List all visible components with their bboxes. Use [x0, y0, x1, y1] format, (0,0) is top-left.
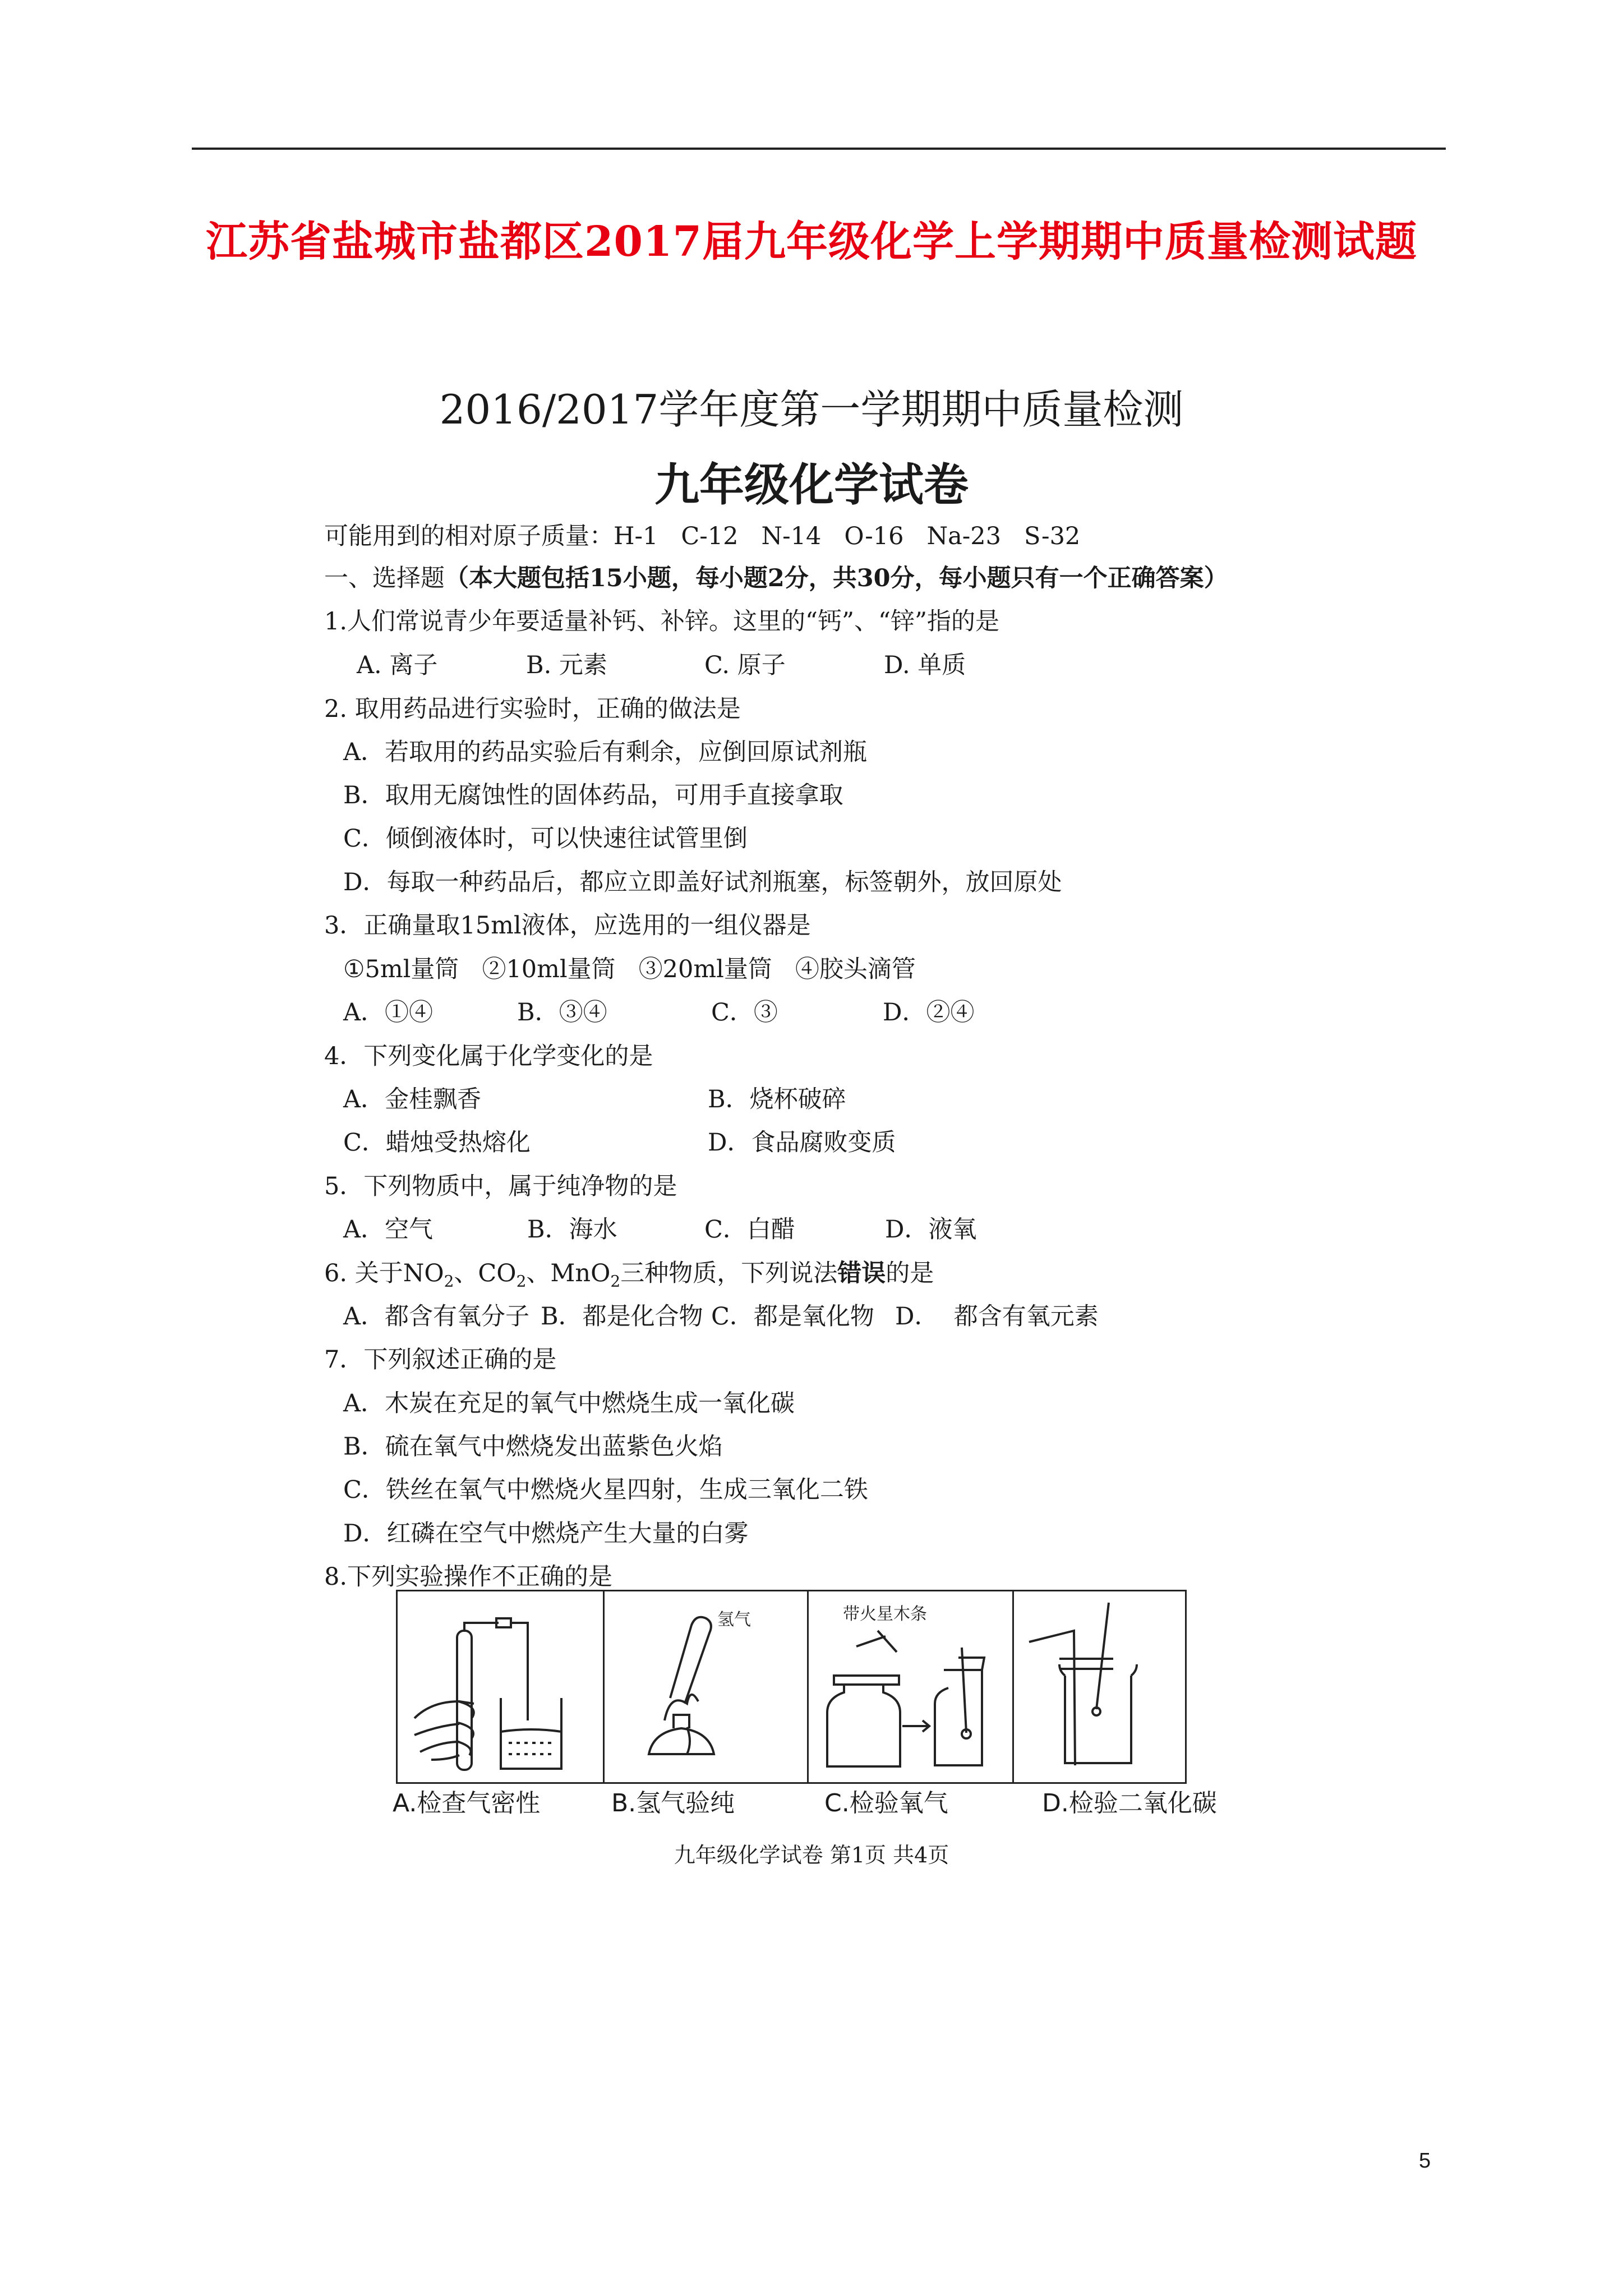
section-heading	[324, 563, 1228, 594]
question-5-option-b: B．海水	[527, 1216, 617, 1244]
question-6-stem-part: 6. 关于NO	[324, 1259, 444, 1287]
figure-caption-c: C.检验氧气	[824, 1789, 948, 1818]
question-1-option-d: D. 单质	[884, 651, 966, 679]
question-4-option-a: A．金桂飘香	[343, 1085, 482, 1114]
question-6-stem-part: 三种物质，下列说法	[620, 1259, 838, 1287]
question-7-option-c: C．铁丝在氧气中燃烧火星四射，生成三氧化二铁	[343, 1476, 868, 1504]
section-label: 一、选择题	[324, 564, 445, 592]
top-rule	[192, 148, 1446, 150]
question-6-stem-part: 、MnO	[526, 1259, 611, 1287]
question-2-option-b: B．取用无腐蚀性的固体药品，可用手直接拿取	[343, 781, 843, 809]
figure-a	[398, 1591, 605, 1782]
question-3-stem: 3．正确量取15ml液体，应选用的一组仪器是	[324, 912, 811, 940]
question-3-option-a: A．①④	[343, 999, 434, 1027]
question-6-option-a: A．都含有氧分子	[343, 1303, 530, 1331]
question-6-stem-part: 、CO	[454, 1259, 517, 1287]
figure-b-label: 氢气	[717, 1610, 751, 1630]
question-7-option-a: A．木炭在充足的氧气中燃烧生成一氧化碳	[343, 1389, 795, 1418]
question-3-option-d: D．②④	[883, 999, 975, 1027]
question-2-option-c: C．倾倒液体时，可以快速往试管里倒	[343, 825, 748, 853]
exam-heading: 2016/2017学年度第一学期期中质量检测	[439, 386, 1184, 433]
question-2-option-a: A．若取用的药品实验后有剩余，应倒回原试剂瓶	[343, 738, 868, 766]
question-3-option-b: B．③④	[517, 999, 607, 1027]
question-5-option-c: C．白醋	[704, 1216, 795, 1244]
question-4-option-c: C．蜡烛受热熔化	[343, 1129, 531, 1157]
figure-caption-b: B.氢气验纯	[611, 1789, 735, 1818]
question-4-option-b: B．烧杯破碎	[708, 1085, 846, 1114]
question-1-stem: 1.人们常说青少年要适量补钙、补锌。这里的“钙”、“锌”指的是	[324, 608, 999, 636]
question-6-option-c: C．都是氧化物	[711, 1303, 874, 1331]
question-4-option-d: D．食品腐败变质	[708, 1129, 896, 1157]
atomic-masses: 可能用到的相对原子质量：H-1 C-12 N-14 O-16 Na-23 S-32	[324, 522, 1081, 550]
question-6-stem-emphasis: 错误	[837, 1259, 886, 1287]
page-footer: 九年级化学试卷 第1页 共4页	[674, 1843, 949, 1867]
question-6-option-d: D． 都含有氧元素	[895, 1303, 1099, 1331]
question-3-option-c: C．③	[711, 999, 778, 1027]
question-6-stem-part: 的是	[886, 1259, 934, 1287]
question-1-option-a: A. 离子	[357, 651, 438, 679]
question-7-stem: 7．下列叙述正确的是	[324, 1346, 557, 1374]
figure-c-label: 带火星木条	[843, 1604, 927, 1624]
question-3-instruments: ①5ml量筒 ②10ml量筒 ③20ml量筒 ④胶头滴管	[343, 955, 916, 983]
figure-caption-d: D.检验二氧化碳	[1042, 1789, 1217, 1818]
document-title: 江苏省盐城市盐都区2017届九年级化学上学期期中质量检测试题	[206, 218, 1417, 266]
question-2-option-d: D．每取一种药品后，都应立即盖好试剂瓶塞，标签朝外，放回原处	[343, 868, 1062, 896]
question-5-option-d: D．液氧	[885, 1216, 977, 1244]
question-5-stem: 5．下列物质中，属于纯净物的是	[324, 1172, 677, 1200]
figure-caption-a: A.检查气密性	[393, 1789, 541, 1818]
question-1-option-c: C. 原子	[704, 651, 786, 679]
question-2-stem: 2. 取用药品进行实验时，正确的做法是	[324, 695, 741, 723]
figure-b	[603, 1591, 809, 1782]
figure-d	[1012, 1591, 1185, 1782]
exam-subtitle: 九年级化学试卷	[654, 458, 969, 511]
page-number: 5	[1419, 2149, 1431, 2173]
question-6-stem: 6. 关于$NO_2$、$CO_2$、MnO$_2$三种物质，下列说法错误的是	[324, 1259, 934, 1291]
experiment-figure	[396, 1590, 1187, 1784]
question-7-option-b: B．硫在氧气中燃烧发出蓝紫色火焰	[343, 1433, 723, 1461]
question-5-option-a: A．空气	[343, 1216, 434, 1244]
question-8-stem: 8.下列实验操作不正确的是	[324, 1563, 613, 1591]
question-4-stem: 4．下列变化属于化学变化的是	[324, 1042, 653, 1070]
question-1-option-b: B. 元素	[526, 651, 607, 679]
figure-c	[807, 1591, 1014, 1782]
question-6-option-b: B．都是化合物	[541, 1303, 703, 1331]
question-7-option-d: D．红磷在空气中燃烧产生大量的白雾	[343, 1520, 749, 1548]
section-note: （本大题包括15小题，每小题2分，共30分，每小题只有一个正确答案）	[445, 564, 1228, 592]
